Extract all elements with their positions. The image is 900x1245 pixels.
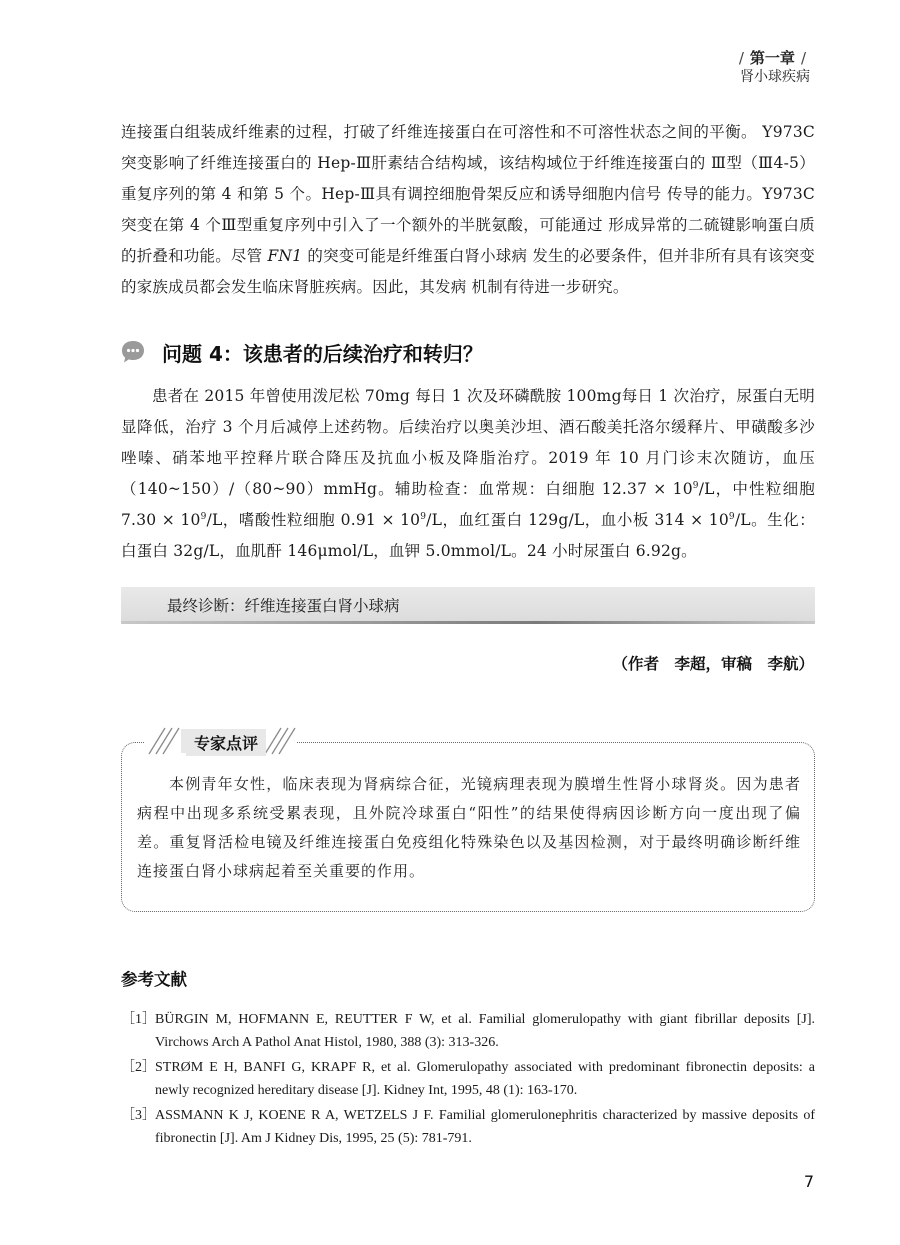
exponent: 9	[420, 511, 427, 522]
exponent: 9	[200, 511, 207, 522]
paragraph-line: Ⅲ型（Ⅲ4-5）重复序列的第 4 和第 5 个。Hep-Ⅲ具有调控细胞骨架反应和诱导细胞内信号	[121, 154, 815, 203]
paragraph-text: /L。生化：白蛋白 32g/L，血肌酐 146μmol/L，血钾 5.0mmol/L。24 小时尿蛋白 6.92g。	[121, 511, 815, 560]
question-heading	[120, 334, 483, 370]
paragraph-line: 的突变可能是纤维蛋白肾小球病	[307, 247, 528, 265]
reference-item	[121, 1008, 815, 1054]
paragraph-line: 连接蛋白组装成纤维素的过程，打破了纤维连接蛋白在可溶性和不可溶性状态之间的平衡。	[121, 123, 757, 141]
expert-comment-title: 专家点评	[186, 729, 266, 756]
speech-bubble-icon	[120, 339, 146, 365]
author-credit: （作者 李超，审稿 李航）	[612, 655, 814, 673]
paragraph-line: Y973C 突变影响了纤维连接蛋白的 Hep-Ⅲ肝素结合结构域，该结构域位于纤维连接蛋白的	[121, 123, 815, 172]
reference-text: ASSMANN K J, KOENE R A, WETZELS J F. Familial glomerulonephritis characterized by massive deposits of fibronectin [J]. Am J Kidney Dis, 1995, 25 (5): 781-791.	[155, 1108, 815, 1146]
slash-divider-icon: /	[738, 49, 744, 67]
reference-number: ［2］	[121, 1060, 156, 1075]
exponent: 9	[728, 511, 735, 522]
paragraph-text: /L，血红蛋白 129g/L，血小板 314 × 10	[426, 511, 729, 529]
section-title: 肾小球疾病	[740, 69, 810, 85]
paragraph-line: 发生的必要条件，但并非所有具有该突变的家族成员都会发生临床肾脏疾病。因此，其发病	[121, 247, 815, 296]
chapter-label	[733, 48, 812, 68]
references-list	[121, 1008, 815, 1152]
expert-comment-text: 本例青年女性，临床表现为肾病综合征，光镜病理表现为膜增生性肾小球肾炎。因为患者病程中出现多系统受累表现，且外院冷球蛋白“阳性”的结果使得病因诊断方向一度出现了偏差。重复肾活检电镜及纤维连接蛋白免疫组化特殊染色以及基因检测，对于最终明确诊断纤维连接蛋白肾小球病起着至关重要的作用。	[137, 775, 801, 880]
reference-text: STRØM E H, BANFI G, KRAPF R, et al. Glomerulopathy associated with predominant fibronectin deposits: a newly recognized hereditary disease [J]. Kidney Int, 1995, 48 (1): 163-170.	[155, 1060, 815, 1098]
paragraph-text: 患者在 2015 年曾使用泼尼松 70mg 每日 1 次及环磷酰胺 100mg每日 1 次治疗，尿蛋白无明显降低，治疗 3 个月后减停上述药物。后续治疗以奥美沙坦、酒石酸美托洛尔缓释片、甲磺酸多沙唑嗪、硝苯地平控释片联合降压及抗血小板及降脂治疗。2019 年 10 月门诊末次随访，血压（140~150）/（80~90）mmHg。辅助检查：血常规：白细胞 12.37 × 10	[121, 387, 815, 498]
chapter-title: 第一章	[749, 49, 795, 67]
gene-name: FN1	[267, 247, 303, 265]
reference-text: BÜRGIN M, HOFMANN E, REUTTER F W, et al. Familial glomerulopathy with giant fibrillar deposits [J]. Virchows Arch A Pathol Anat Histol, 1980, 388 (3): 313-326.	[155, 1012, 815, 1050]
paragraph-line: 机制有待进一步研究。	[471, 278, 629, 296]
diagnosis-underline	[121, 621, 815, 624]
reference-number: ［3］	[121, 1108, 156, 1123]
running-header	[733, 48, 812, 86]
page-number: 7	[803, 1172, 814, 1191]
body-paragraph-2	[121, 381, 815, 567]
slash-divider-icon: /	[800, 49, 806, 67]
paragraph-line: 形成异常的二硫键影响蛋白质的折叠和功能。尽管	[121, 216, 815, 265]
final-diagnosis: 最终诊断：纤维连接蛋白肾小球病	[167, 597, 400, 615]
paragraph-text: /L，中性粒细胞 7.30 × 10	[121, 480, 816, 529]
reference-item	[121, 1056, 815, 1102]
paragraph-line: 传导的能力。Y973C 突变在第 4 个Ⅲ型重复序列中引入了一个额外的半胱氨酸，可能通过	[121, 185, 815, 234]
exponent: 9	[692, 480, 699, 491]
reference-number: ［1］	[121, 1012, 156, 1027]
final-diagnosis-band	[121, 587, 815, 621]
body-paragraph-1	[121, 117, 815, 303]
paragraph-text: /L，嗜酸性粒细胞 0.91 × 10	[206, 511, 421, 529]
references-title: 参考文献	[121, 970, 187, 989]
question-title: 问题 4：该患者的后续治疗和转归？	[162, 341, 483, 366]
reference-item	[121, 1104, 815, 1150]
